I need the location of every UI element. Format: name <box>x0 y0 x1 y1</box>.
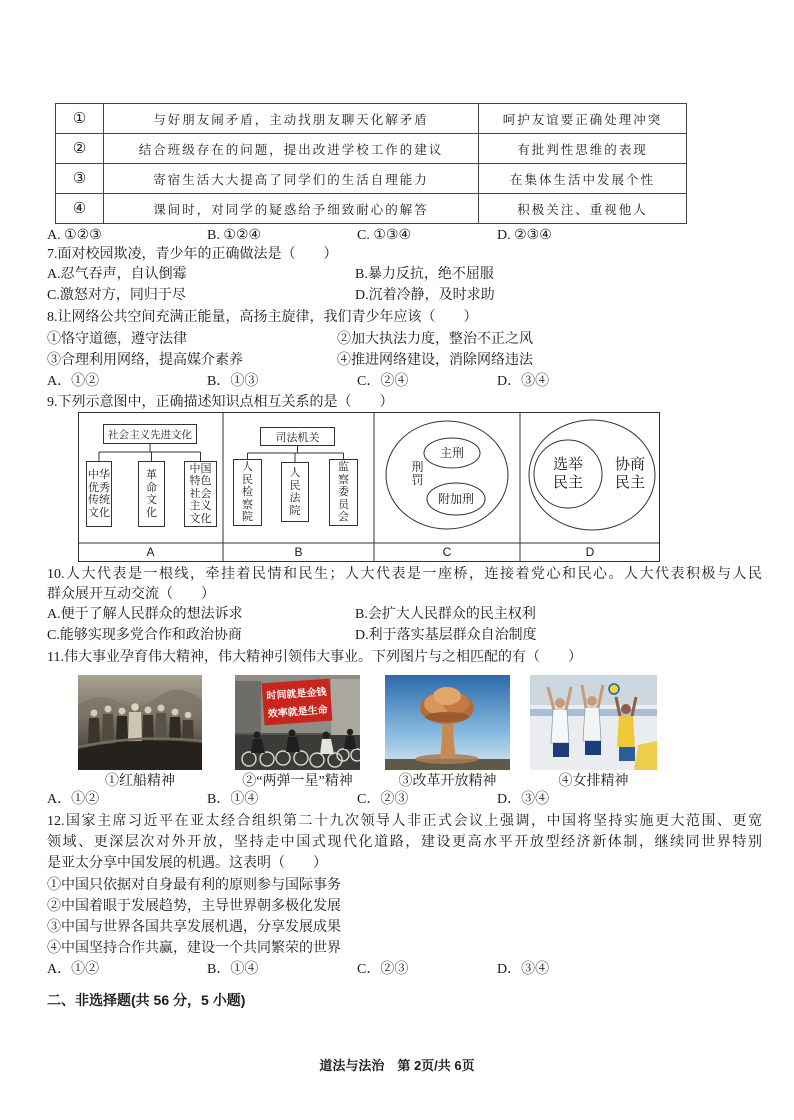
section-2-title: 二、非选择题(共 56 分，5 小题) <box>47 992 246 1008</box>
q8-statement-3: ③合理利用网络，提高媒介素养 <box>47 353 243 368</box>
box-text: 革命文化 <box>146 469 157 519</box>
q12-option-c: C．②③ <box>357 962 409 977</box>
box-text: 中国特色社会主义文化 <box>189 462 212 525</box>
row-conclusion: 呵护友谊要正确处理冲突 <box>479 104 687 134</box>
banner-line-2: 效率就是生命 <box>267 704 329 721</box>
q11-option-a: A．①② <box>47 792 100 807</box>
q6-option-b: B. ①②④ <box>207 228 261 243</box>
q12-option-d: D．③④ <box>497 962 550 977</box>
table-row <box>56 104 687 134</box>
q10-option-b: B.会扩大人民群众的民主权利 <box>355 607 536 622</box>
row-description: 结合班级存在的问题，提出改进学校工作的建议 <box>104 134 479 164</box>
q12-statement-3: ③中国与世界各国共享发展机遇，分享发展成果 <box>47 920 341 935</box>
q6-option-c: C. ①③④ <box>357 228 411 243</box>
q9-stem: 9.下列示意图中，正确描述知识点相互关系的是（ ） <box>47 395 394 410</box>
q6-table <box>55 103 687 224</box>
table-row <box>56 164 687 194</box>
q10-option-d: D.利于落实基层群众自治制度 <box>355 628 537 643</box>
q8-stem: 8.让网络公共空间充满正能量，高扬主旋律，我们青少年应该（ ） <box>47 310 478 325</box>
q11-option-d: D．③④ <box>497 792 550 807</box>
q8-option-d: D．③④ <box>497 374 550 389</box>
penalty-label: 刑罚 <box>411 460 424 487</box>
panel-label-b: B <box>294 545 303 559</box>
q12-stem-line-2: 领域、更深层次对外开放，坚持走中国式现代化道路，建设更高水平开放型经济新体制，继续同世界特别 <box>47 835 762 850</box>
row-conclusion: 积极关注、重视他人 <box>479 194 687 224</box>
caption-red-boat: ①红船精神 <box>105 774 175 789</box>
box-text: 人民法院 <box>289 467 301 517</box>
building-left <box>235 681 261 733</box>
red-boat-photo <box>78 675 202 770</box>
q12-option-b: B．①④ <box>207 962 259 977</box>
row-number: ④ <box>56 194 104 224</box>
q8-option-b: B．①③ <box>207 374 259 389</box>
court-box <box>281 462 309 522</box>
q10-option-c: C.能够实现多党合作和政治协商 <box>47 628 242 643</box>
caption-womens-volleyball: ④女排精神 <box>558 774 629 789</box>
box-text: 监察委员会 <box>338 461 349 524</box>
q8-option-c: C．②④ <box>357 374 409 389</box>
q11-option-c: C．②③ <box>357 792 409 807</box>
revolutionary-culture-box <box>138 461 165 527</box>
q7-option-c: C.激怒对方，同归于尽 <box>47 288 186 303</box>
q7-option-b: B.暴力反抗，绝不屈服 <box>355 267 494 282</box>
supplementary-penalty-label: 附加刑 <box>437 492 474 506</box>
q8-statement-1: ①恪守道德，遵守法律 <box>47 332 187 347</box>
box-text: 人民检察院 <box>242 461 253 524</box>
panel-label-c: C <box>442 545 452 559</box>
advanced-culture-box: 社会主义先进文化 <box>103 424 197 444</box>
q8-option-a: A．①② <box>47 374 100 389</box>
q7-stem: 7.面对校园欺凌，青少年的正确做法是（ ） <box>47 247 338 262</box>
q9-diagram <box>78 412 660 562</box>
procuratorate-box <box>233 459 262 526</box>
q11-option-b: B．①④ <box>207 792 259 807</box>
row-conclusion: 有批判性思维的表现 <box>479 134 687 164</box>
q12-statement-1: ①中国只依据对自身最有利的原则参与国际事务 <box>47 878 341 893</box>
consultative-democracy-label: 协商民主 <box>614 457 645 491</box>
q8-statement-2: ②加大执法力度，整治不正之风 <box>337 332 533 347</box>
banner-line-1: 时间就是金钱 <box>266 686 327 703</box>
q8-statement-4: ④推进网络建设，消除网络违法 <box>337 353 533 368</box>
row-number: ② <box>56 134 104 164</box>
panel-label-a: A <box>146 545 155 559</box>
row-description: 寄宿生活大大提高了同学们的生活自理能力 <box>104 164 479 194</box>
page-footer: 道法与法治 第 2页/共 6页 <box>319 1058 475 1073</box>
q11-stem: 11.伟大事业孕育伟大精神，伟大精神引领伟大事业。下列图片与之相匹配的有（ ） <box>47 650 582 665</box>
cycling-street-photo <box>235 675 360 770</box>
volleyball-ball <box>609 684 619 694</box>
slogan-banner <box>262 679 333 726</box>
volleyball-image <box>530 675 657 770</box>
socialist-culture-box <box>184 461 217 527</box>
cycling-street-image <box>235 675 360 770</box>
building-right <box>331 679 360 735</box>
row-description: 课间时，对同学的疑惑给予细致耐心的解答 <box>104 194 479 224</box>
q12-stem-line-1: 12.国家主席习近平在亚太经合组织第二十九次领导人非正式会议上强调，中国将坚持实施更大范围、更宽 <box>47 814 762 829</box>
q12-statement-4: ④中国坚持合作共赢，建设一个共同繁荣的世界 <box>47 941 341 956</box>
q10-stem-line-2: 群众展开互动交流（ ） <box>47 587 215 602</box>
judicial-organs-box: 司法机关 <box>260 427 335 446</box>
q12-option-a: A．①② <box>47 962 100 977</box>
table-row <box>56 194 687 224</box>
caption-reform-opening: ③改革开放精神 <box>398 774 497 789</box>
q12-statement-2: ②中国着眼于发展趋势，主导世界朝多极化发展 <box>47 899 341 914</box>
volleyball-photo <box>530 675 657 770</box>
electoral-democracy-label: 选举民主 <box>552 457 583 491</box>
q6-option-d: D. ②③④ <box>497 228 552 243</box>
row-number: ③ <box>56 164 104 194</box>
panel-label-d: D <box>585 545 595 559</box>
q10-stem-line-1: 10.人大代表是一根线，牵挂着民情和民生；人大代表是一座桥，连接着党心和民心。人大代表积极与人民 <box>47 567 762 582</box>
traditional-culture-box <box>86 461 112 527</box>
supervisory-commission-box <box>329 459 358 526</box>
red-boat-image <box>78 675 202 770</box>
row-description: 与好朋友闹矛盾，主动找朋友聊天化解矛盾 <box>104 104 479 134</box>
row-conclusion: 在集体生活中发展个性 <box>479 164 687 194</box>
penalty-outer-ellipse <box>386 421 508 529</box>
q6-option-a: A. ①②③ <box>47 228 102 243</box>
q12-stem-line-3: 是亚太分享中国发展的机遇。这表明（ ） <box>47 856 327 871</box>
q7-option-a: A.忍气吞声，自认倒霉 <box>47 267 187 282</box>
box-text: 中华优秀传统文化 <box>88 469 110 519</box>
table-row <box>56 134 687 164</box>
principal-penalty-label: 主刑 <box>439 446 464 460</box>
panel-a-connectors <box>99 444 201 461</box>
mushroom-cloud-photo <box>385 675 510 770</box>
caption-two-bombs-one-satellite: ②“两弹一星”精神 <box>242 774 353 789</box>
mushroom-cloud-image <box>385 675 510 770</box>
row-number: ① <box>56 104 104 134</box>
q10-option-a: A.便于了解人民群众的想法诉求 <box>47 607 243 622</box>
q7-option-d: D.沉着冷静，及时求助 <box>355 288 495 303</box>
